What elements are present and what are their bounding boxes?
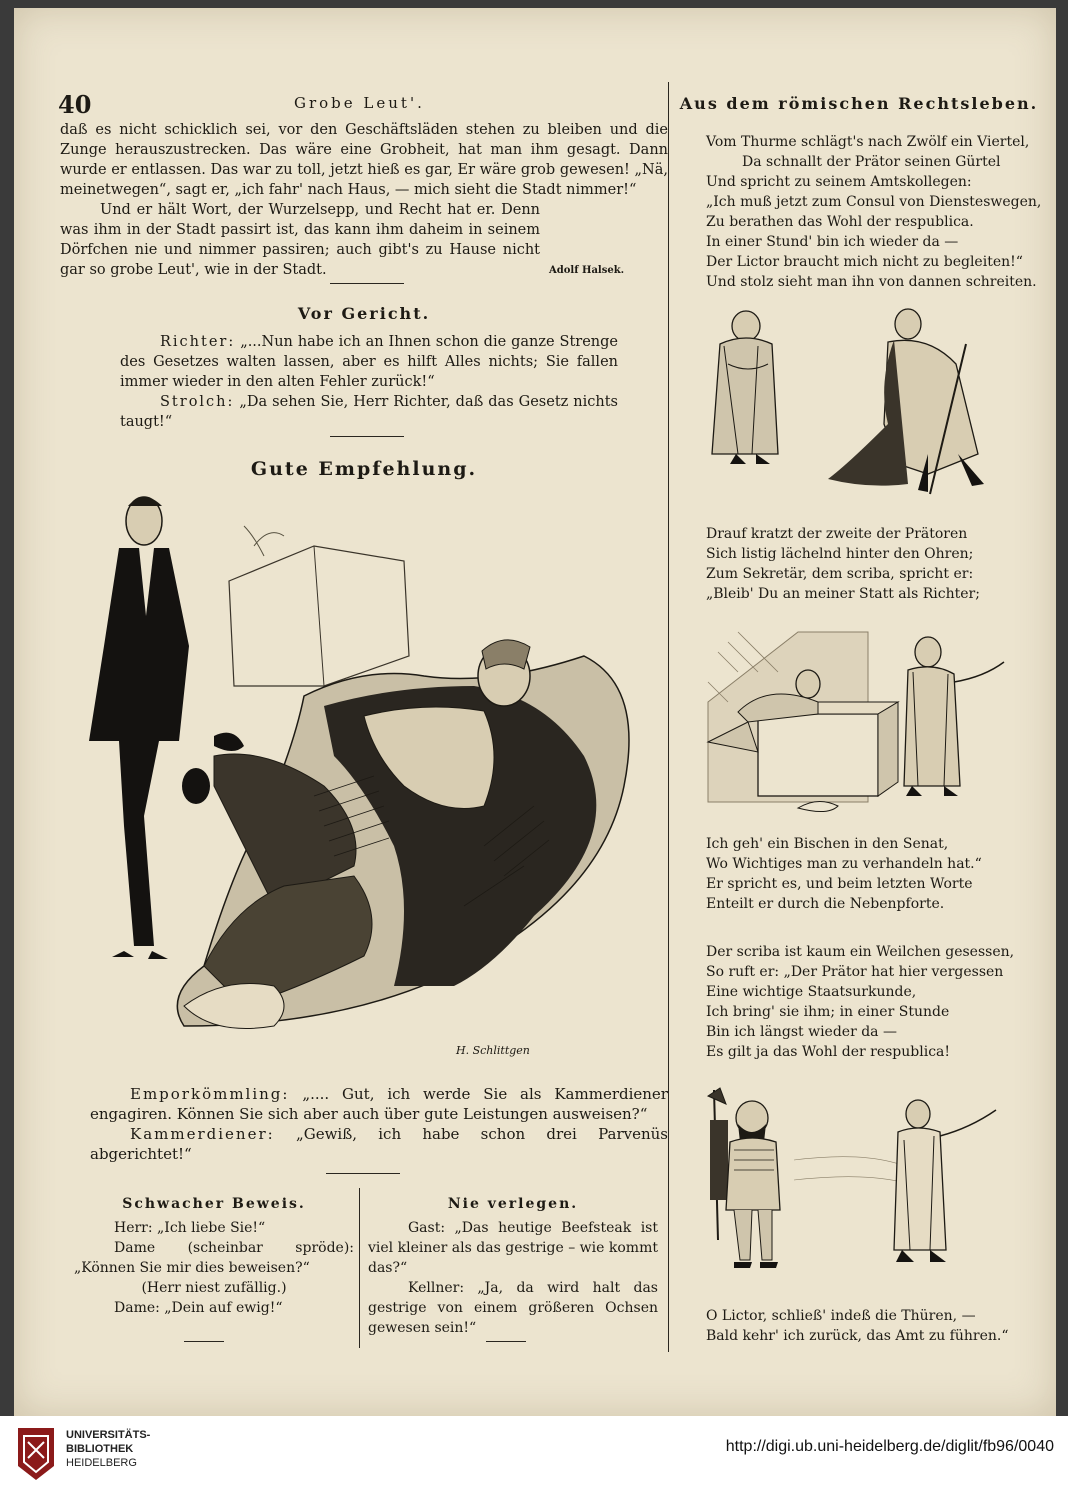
verse-line: Der Lictor braucht mich nicht zu begleiten!“ [706,254,1023,270]
gute-empfehlung-dialogue [90,1084,668,1164]
illustration-lictor-and-scriba [704,1080,1014,1280]
university-library-logo-icon [16,1426,56,1482]
verse-line: Bin ich längst wieder da — [706,1024,897,1040]
section-rule [330,283,404,284]
sub-column-divider [359,1188,360,1348]
verse-line: „Ich muß jetzt zum Consul von Diensteswegen, [706,194,1042,210]
dialogue-line: Herr: „Ich liebe Sie!“ [114,1220,266,1236]
story-text [60,120,668,280]
verse-line: Drauf kratzt der zweite der Prätoren [706,526,968,542]
speaker-kammerdiener: Kammerdiener: [130,1125,275,1143]
poem-stanza [706,834,982,914]
story-author: Adolf Halsek. [549,265,625,276]
footer-bar [0,1416,1068,1499]
poem-stanza [706,942,1014,1062]
illustration-praetor-leaving [698,304,1018,504]
verse-line: Ich bring' sie ihm; in einer Stunde [706,1004,950,1020]
schwacher-beweis-text [74,1218,354,1318]
section-title-schwacher-beweis: Schwacher Beweis. [122,1196,306,1212]
poem-stanza [706,1306,1008,1346]
verse-line: „Bleib' Du an meiner Statt als Richter; [706,586,980,602]
verse-line: Vom Thurme schlägt's nach Zwölf ein Viertel, [706,134,1030,150]
verse-line: Er spricht es, und beim letzten Worte [706,876,973,892]
dialogue-line: „.... Gut, ich werde Sie als Kammerdiener engagiren. Können Sie sich aber auch über gute Leistungen ausweisen?“ [90,1085,668,1123]
verse-line: Ich geh' ein Bischen in den Senat, [706,836,949,852]
verse-line: Sich listig lächelnd hinter den Ohren; [706,546,974,562]
section-rule [184,1341,224,1342]
vor-gericht-dialogue [120,332,618,432]
speaker-emporkoemmling: Emporkömmling: [130,1085,290,1103]
verse-line: Es gilt ja das Wohl der respublica! [706,1044,951,1060]
page-number: 40 [58,90,92,119]
section-rule [326,1173,400,1174]
verse-line: Enteilt er durch die Nebenpforte. [706,896,945,912]
verse-line: Zum Sekretär, dem scriba, spricht er: [706,566,974,582]
verse-line: Bald kehr' ich zurück, das Amt zu führen.“ [706,1328,1009,1344]
section-title-roman: Aus dem römischen Rechtsleben. [679,94,1039,113]
verse-line: Und spricht zu seinem Amtskollegen: [706,174,972,190]
verse-line: Zu berathen das Wohl der respublica. [706,214,974,230]
verse-line: Wo Wichtiges man zu verhandeln hat.“ [706,856,982,872]
section-title-gute-empfehlung: Gute Empfehlung. [250,458,478,480]
verse-line: In einer Stund' bin ich wieder da — [706,234,959,250]
column-divider [668,82,669,1352]
verse-line: Und stolz sieht man ihn von dannen schreiten. [706,274,1037,290]
speaker-richter: Richter: [160,334,236,350]
section-rule [330,436,404,437]
section-title-vor-gericht: Vor Gericht. [297,304,431,323]
verse-line: So ruft er: „Der Prätor hat hier vergessen [706,964,1004,980]
library-line: UNIVERSITÄTS- [66,1429,151,1441]
dialogue-line: Gast: „Das heutige Beefsteak ist viel kleiner als das gestrige – wie kommt das?“ [368,1220,658,1276]
story-paragraph: daß es nicht schicklich sei, vor den Geschäftsläden stehen zu bleiben und die Zunge herauszustrecken. Das wäre eine Grobheit, hat man ihm gesagt. Dann wurde er entlassen. Das war zu toll, jetzt hieß es gar, Er wäre grob gewesen! „Nä, meinetwegen“, sagt er, „ich fahr' nach Haus, — mich sieht die Stadt nimmer!“ [60,122,668,198]
dialogue-line: Kellner: „Ja, da wird halt das gestrige von einem größeren Ochsen gewesen sein!“ [368,1280,658,1336]
verse-line: O Lictor, schließ' indeß die Thüren, — [706,1308,976,1324]
running-title: Grobe Leut'. [294,94,425,112]
section-title-nie-verlegen: Nie verlegen. [447,1196,579,1212]
verse-line: Da schnallt der Prätor seinen Gürtel [742,154,1001,170]
dialogue-line: Dame (scheinbar spröde): „Können Sie mir dies beweisen?“ [74,1240,354,1276]
story-paragraph: Und er hält Wort, der Wurzelsepp, und Recht hat er. Denn was ihm in der Stadt passirt ist, das kann ihm daheim in seinem Dörfchen nie und nimmer passiren; auch gibt's zu Hause nicht gar so grobe Leut', wie in der Stadt. [60,202,540,278]
nie-verlegen-text [368,1218,658,1338]
illustration-scriba-at-desk [698,622,1018,822]
library-name [66,1428,150,1470]
dialogue-line: „...Nun habe ich an Ihnen schon die ganze Strenge des Gesetzes walten lassen, aber es hilft Alles nichts; Sie fallen immer wieder in den alten Fehler zurück!“ [120,334,619,390]
dialogue-line: „Gewiß, ich habe schon drei Parvenüs abgerichtet!“ [90,1125,668,1163]
speaker-strolch: Strolch: [160,394,235,410]
section-rule [486,1341,526,1342]
poem-stanza [706,132,1041,292]
poem-stanza [706,524,980,604]
library-line: BIBLIOTHEK [66,1443,134,1455]
dialogue-line: „Da sehen Sie, Herr Richter, daß das Gesetz nichts taugt!“ [120,394,618,430]
stage-direction: (Herr niest zufällig.) [141,1280,287,1296]
illustration-signature: H. Schlittgen [456,1044,530,1057]
illustration-parvenu-and-valet [64,486,664,1076]
library-line: HEIDELBERG [66,1457,137,1469]
verse-line: Der scriba ist kaum ein Weilchen gesessen, [706,944,1015,960]
permalink-url[interactable]: http://digi.ub.uni-heidelberg.de/diglit/fb96/0040 [725,1438,1054,1455]
newspaper-page [14,8,1056,1416]
dialogue-line: Dame: „Dein auf ewig!“ [114,1300,283,1316]
verse-line: Eine wichtige Staatsurkunde, [706,984,917,1000]
